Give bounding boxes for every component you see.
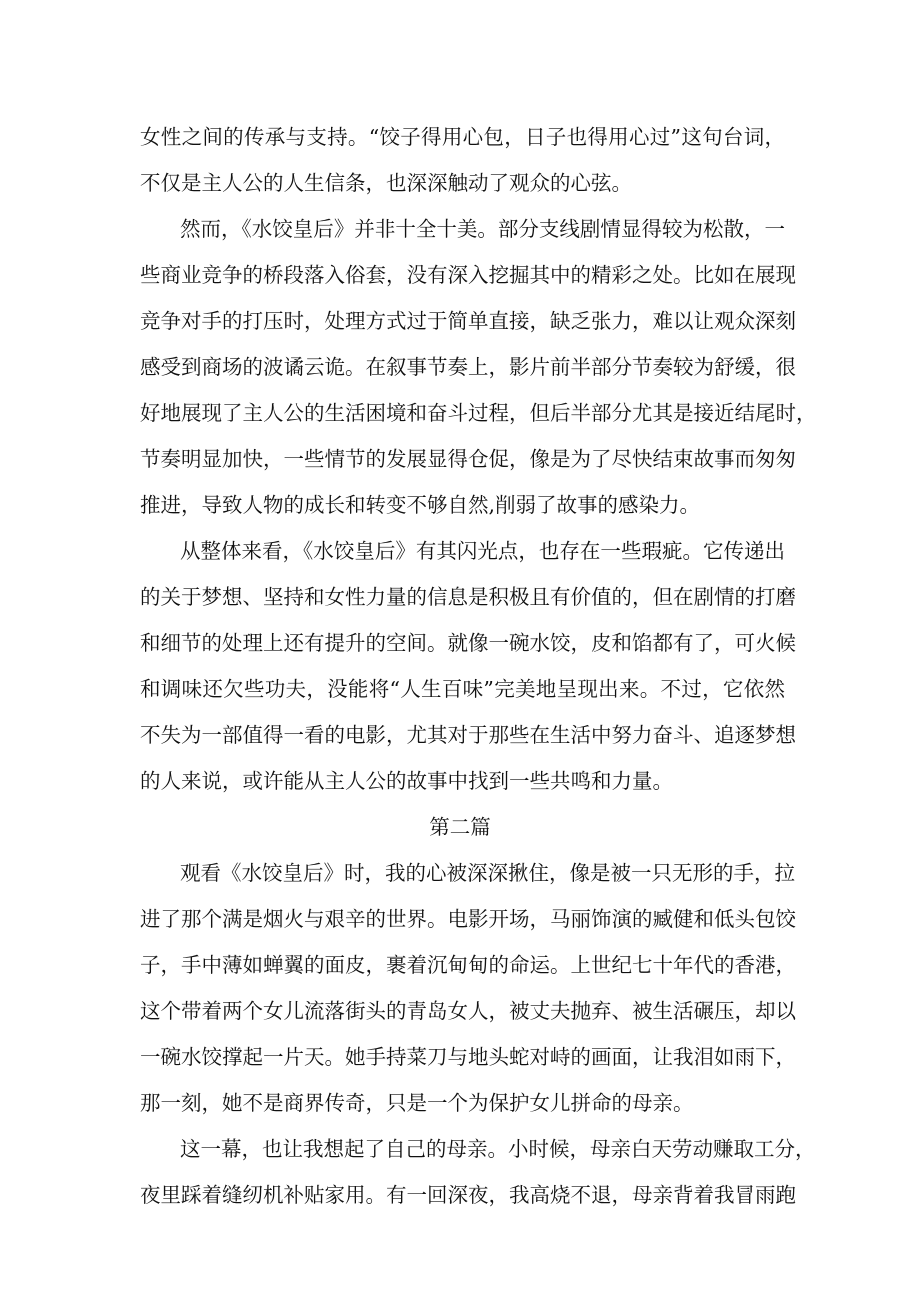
paragraph-line: 推进，导致人物的成长和转变不够自然,削弱了故事的感染力。 <box>140 493 701 517</box>
paragraph-line: 些商业竞争的桥段落入俗套，没有深入挖掘其中的精彩之处。比如在展现 <box>140 263 796 287</box>
paragraph-line: 子，手中薄如蝉翼的面皮，裹着沉甸甸的命运。上世纪七十年代的香港， <box>140 953 796 977</box>
paragraph-line: 这个带着两个女儿流落街头的青岛女人，被丈夫抛弃、被生活碾压，却以 <box>140 999 796 1023</box>
paragraph-line: 节奏明显加快，一些情节的发展显得仓促，像是为了尽快结束故事而匆匆 <box>140 447 796 471</box>
paragraph-line: 夜里踩着缝纫机补贴家用。有一回深夜，我高烧不退，母亲背着我冒雨跑 <box>140 1183 796 1207</box>
section-heading: 第二篇 <box>429 815 491 839</box>
paragraph-line: 好地展现了主人公的生活困境和奋斗过程，但后半部分尤其是接近结尾时， <box>140 401 817 425</box>
paragraph-line: 女性之间的传承与支持。“饺子得用心包，日子也得用心过”这句台词， <box>140 125 785 149</box>
paragraph-line: 这一幕，也让我想起了自己的母亲。小时候，母亲白天劳动赚取工分， <box>180 1137 816 1161</box>
paragraph-line: 感受到商场的波谲云诡。在叙事节奏上，影片前半部分节奏较为舒缓，很 <box>140 355 796 379</box>
paragraph-line: 的关于梦想、坚持和女性力量的信息是积极且有价值的，但在剧情的打磨 <box>140 585 796 609</box>
paragraph-line: 一碗水饺撑起一片天。她手持菜刀与地头蛇对峙的画面，让我泪如雨下， <box>140 1045 796 1069</box>
paragraph-line: 不失为一部值得一看的电影，尤其对于那些在生活中努力奋斗、追逐梦想 <box>140 723 796 747</box>
paragraph-line: 观看《水饺皇后》时，我的心被深深揪住，像是被一只无形的手，拉 <box>180 861 795 885</box>
paragraph-line: 竞争对手的打压时，处理方式过于简单直接，缺乏张力，难以让观众深刻 <box>140 309 796 333</box>
paragraph-line: 进了那个满是烟火与艰辛的世界。电影开场，马丽饰演的臧健和低头包饺 <box>140 907 796 931</box>
paragraph-line: 的人来说，或许能从主人公的故事中找到一些共鸣和力量。 <box>140 769 673 793</box>
paragraph-line: 和细节的处理上还有提升的空间。就像一碗水饺，皮和馅都有了，可火候 <box>140 631 796 655</box>
paragraph-line: 不仅是主人公的人生信条，也深深触动了观众的心弦。 <box>140 171 632 195</box>
paragraph-line: 那一刻，她不是商界传奇，只是一个为保护女儿拼命的母亲。 <box>140 1091 694 1115</box>
paragraph-line: 从整体来看，《水饺皇后》有其闪光点，也存在一些瑕疵。它传递出 <box>180 539 785 563</box>
paragraph-line: 然而，《水饺皇后》并非十全十美。部分支线剧情显得较为松散，一 <box>180 217 785 241</box>
paragraph-line: 和调味还欠些功夫，没能将“人生百味”完美地呈现出来。不过，它依然 <box>140 677 785 701</box>
